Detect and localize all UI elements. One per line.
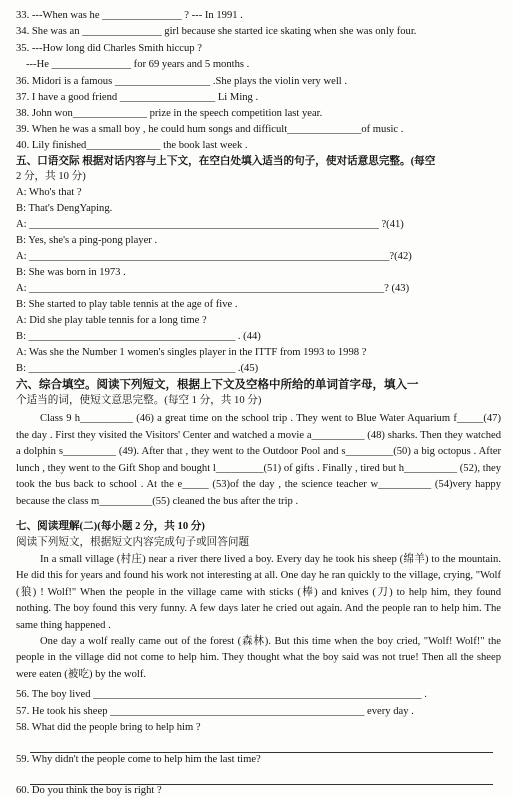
question-60: 60. Do you think the boy is right ? bbox=[16, 785, 162, 796]
section6-passage: Class 9 h__________ (46) a great time on the school trip . They went to Blue Water Aquarium f_____(47) the day . First they visited the Visitors' Center and watched a movie a__________ (48) sharks. Then they watched a dolphin s__________ (49). After that , they went to the Outdoor Pool and s_________(50) a big octopus . After lunch , they went to the Gift Shop and bought l_________(51) of gifts . Finally , tired but h__________ (52), they took the bus back to school . At the e_____ (53)of the day , the science teacher w__________ (54)very happy because the class m__________(55) cleaned the bus after the trip . bbox=[16, 413, 501, 507]
question-38: 38. John won______________ prize in the speech competition last year. bbox=[16, 108, 323, 119]
question-59: 59. Why didn't the people come to help him the last time? bbox=[16, 754, 261, 765]
question-33: 33. ---When was he _______________ ? --- In 1991 . bbox=[16, 10, 243, 21]
dialogue-line: B: _______________________________________ .(45) bbox=[16, 363, 259, 374]
question-39: 39. When he was a small boy , he could hum songs and difficult______________of music . bbox=[16, 124, 404, 135]
dialogue-line: A: Did she play table tennis for a long time ? bbox=[16, 315, 207, 326]
dialogue-line: B: That's DengYaping. bbox=[16, 203, 113, 214]
dialogue-line: A: Was she the Number 1 women's singles player in the ITTF from 1993 to 1998 ? bbox=[16, 347, 367, 358]
question-37: 37. I have a good friend __________________ Li Ming . bbox=[16, 92, 259, 103]
dialogue-line: B: _______________________________________ . (44) bbox=[16, 331, 261, 342]
section5-title: 五、口语交际 根据对话内容与上下文，在空白处填入适当的句子，使对话意思完整。(每空 bbox=[16, 156, 436, 167]
question-34: 34. She was an _______________ girl because she started ice skating when she was only four. bbox=[16, 26, 417, 37]
section6-title-cont: 个适当的词，使短文意思完整。(每空 1 分，共 10 分) bbox=[16, 395, 262, 406]
reading-paragraph-2: One day a wolf really came out of the forest (森林). But this time when the boy cried, "Wolf! Wolf!" the people in the village did not come to help him. They thought what the boy said was not true! Then all the sheep were eaten (被吃) by the wolf. bbox=[16, 636, 501, 680]
dialogue-line: B: She was born in 1973 . bbox=[16, 267, 126, 278]
question-36: 36. Midori is a famous __________________ .She plays the violin very well . bbox=[16, 76, 348, 87]
question-35-answer: ---He _______________ for 69 years and 5 months . bbox=[26, 59, 250, 70]
question-56: 56. The boy lived ______________________________________________________________ . bbox=[16, 689, 427, 700]
question-40: 40. Lily finished______________ the book last week . bbox=[16, 140, 248, 151]
question-35: 35. ---How long did Charles Smith hiccup ? bbox=[16, 43, 202, 54]
dialogue-line: A: ____________________________________________________________________?(42) bbox=[16, 251, 412, 262]
dialogue-line: A: __________________________________________________________________ ?(41) bbox=[16, 219, 404, 230]
section7-title: 七、阅读理解(二)(每小题 2 分，共 10 分) bbox=[16, 521, 205, 532]
dialogue-line: A: ___________________________________________________________________? (43) bbox=[16, 283, 410, 294]
dialogue-line: A: Who's that ? bbox=[16, 187, 82, 198]
dialogue-line: B: Yes, she's a ping-pong player . bbox=[16, 235, 158, 246]
question-58: 58. What did the people bring to help him ? bbox=[16, 722, 201, 733]
dialogue-line: B: She started to play table tennis at the age of five . bbox=[16, 299, 238, 310]
reading-paragraph-1: In a small village (村庄) near a river there lived a boy. Every day he took his sheep (绵羊) to the mountain. He did this for years and found his work not interesting at all. One day he ran quickly to the village, crying, "Wolf (狼) ! Wolf!" When the people in the village came with sticks (棒) and knives (刀) to help him, they found nothing. The boy found this very funny. A few days later he cried out again. And the people ran to help him. The same thing happened . bbox=[16, 554, 501, 631]
question-57: 57. He took his sheep ________________________________________________ every day . bbox=[16, 706, 414, 717]
section7-instruction: 阅读下列短文，根据短文内容完成句子或回答问题 bbox=[16, 537, 250, 548]
section5-title-cont: 2 分，共 10 分) bbox=[16, 171, 86, 182]
section6-title: 六、综合填空。阅读下列短文，根据上下文及空格中所给的单词首字母，填入一 bbox=[16, 379, 419, 391]
